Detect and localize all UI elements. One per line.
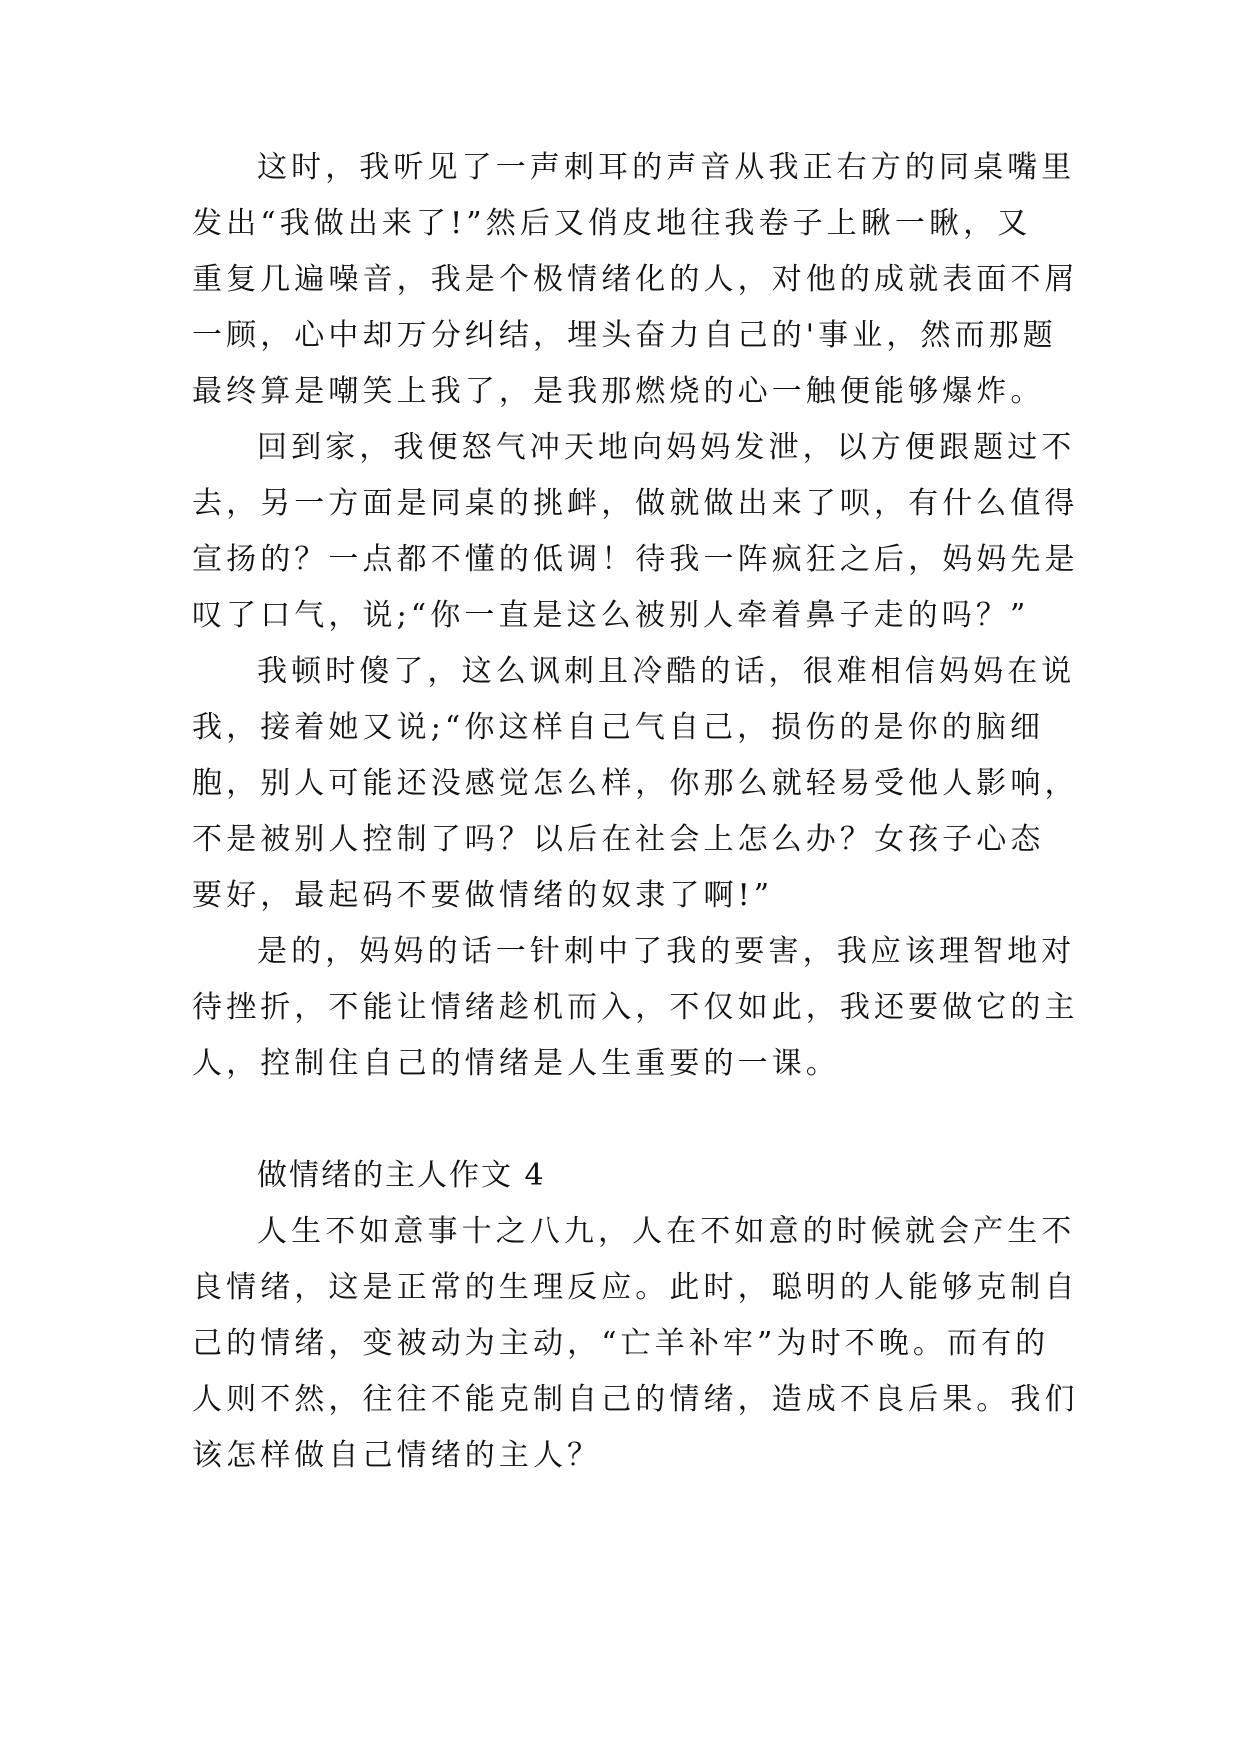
paragraph-line: 我，接着她又说;“你这样自己气自己，损伤的是你的脑细 <box>192 710 1045 745</box>
paragraph-line: 宣扬的？一点都不懂的低调！待我一阵疯狂之后，妈妈先是 <box>192 542 1079 577</box>
paragraph-line: 去，另一方面是同桌的挑衅，做就做出来了呗，有什么值得 <box>192 486 1079 521</box>
paragraph-line: 这时，我听见了一声刺耳的声音从我正右方的同桌嘴里 <box>257 150 1076 185</box>
paragraph-line: 一顾，心中却万分纠结，埋头奋力自己的'事业，然而那题 <box>192 318 1057 353</box>
paragraph-line: 发出“我做出来了!”然后又俏皮地往我卷子上瞅一瞅，又 <box>192 206 1032 241</box>
paragraph-line: 人生不如意事十之八九，人在不如意的时候就会产生不 <box>257 1214 1076 1249</box>
paragraph-line: 是的，妈妈的话一针刺中了我的要害，我应该理智地对 <box>257 934 1076 969</box>
paragraph-line: 不是被别人控制了吗？以后在社会上怎么办？女孩子心态 <box>192 822 1045 857</box>
paragraph-line: 良情绪，这是正常的生理反应。此时，聪明的人能够克制自 <box>192 1270 1079 1305</box>
paragraph-line: 人则不然，往往不能克制自己的情绪，造成不良后果。我们 <box>192 1382 1079 1417</box>
paragraph-line: 叹了口气，说;“你一直是这么被别人牵着鼻子走的吗？” <box>192 598 1030 633</box>
paragraph-line: 人，控制住自己的情绪是人生重要的一课。 <box>192 1046 840 1081</box>
paragraph-line: 我顿时傻了，这么讽刺且冷酷的话，很难相信妈妈在说 <box>257 654 1076 689</box>
paragraph-line: 该怎样做自己情绪的主人？ <box>192 1438 602 1473</box>
paragraph-line: 要好，最起码不要做情绪的奴隶了啊!” <box>192 878 774 913</box>
paragraph-line: 胞，别人可能还没感觉怎么样，你那么就轻易受他人影响， <box>192 766 1079 801</box>
paragraph-line: 回到家，我便怒气冲天地向妈妈发泄，以方便跟题过不 <box>257 430 1076 465</box>
paragraph-line: 己的情绪，变被动为主动，“亡羊补牢”为时不晚。而有的 <box>192 1326 1050 1361</box>
section-heading: 做情绪的主人作文 4 <box>257 1158 546 1193</box>
paragraph-line: 最终算是嘲笑上我了，是我那燃烧的心一触便能够爆炸。 <box>192 374 1045 409</box>
paragraph-line: 重复几遍噪音，我是个极情绪化的人，对他的成就表面不屑 <box>192 262 1079 297</box>
paragraph-line: 待挫折，不能让情绪趁机而入，不仅如此，我还要做它的主 <box>192 990 1079 1025</box>
